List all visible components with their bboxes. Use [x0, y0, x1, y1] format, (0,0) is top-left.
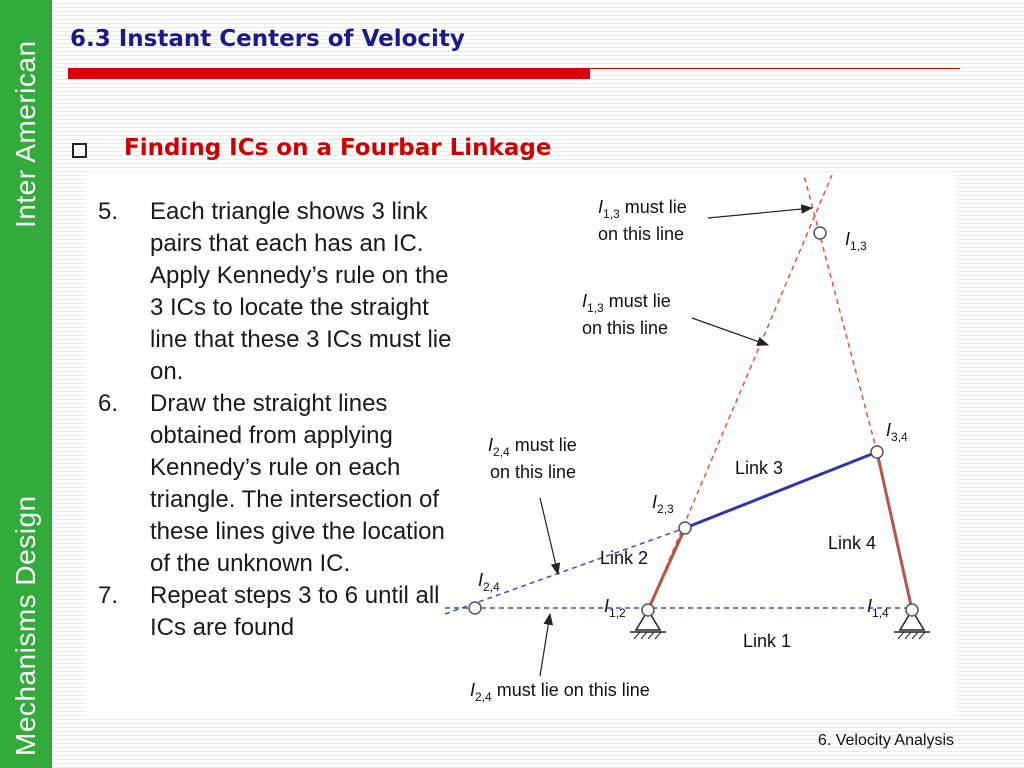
ic-label-23: $I_{2,3}$	[652, 492, 674, 516]
ic-label-13: $I_{1,3}$	[845, 229, 867, 253]
annotation-i24-left-line2: on this line	[490, 462, 577, 482]
link-2-bar	[648, 528, 685, 610]
step-text: Repeat steps 3 to 6 until all ICs are found	[150, 582, 440, 641]
section-subtitle: Finding ICs on a Fourbar Linkage	[124, 135, 552, 161]
step-number: 7.	[98, 582, 119, 609]
ic-label-12: $I_{1,2}$	[604, 596, 626, 620]
ic-circle-34	[871, 446, 883, 458]
footer-chapter: 6. Velocity Analysis	[817, 732, 954, 749]
step-text: Each triangle shows 3 link pairs that each has an IC. Apply Kennedy’s rule on the 3 ICs to locate the straight line that these 3 ICs must lie on.	[150, 198, 452, 385]
step-number: 6.	[98, 390, 119, 417]
step-item	[98, 388, 458, 580]
title-underline-bar	[68, 68, 590, 79]
ic-circle-14	[906, 604, 918, 616]
arrow-i13-mid	[692, 318, 768, 345]
ic-circle-13	[814, 227, 826, 239]
step-item	[98, 196, 458, 388]
ic-label-34: $I_{3,4}$	[886, 420, 908, 444]
annotation-i24-left: $I_{2,4}$ must lie	[488, 435, 577, 459]
ic-circle-12	[642, 604, 654, 616]
ic-label-24: $I_{2,4}$	[478, 570, 500, 594]
sidebar-bottom-text: Mechanisms Design	[10, 495, 41, 756]
i13-construction-line-right	[804, 175, 877, 452]
steps-list	[98, 196, 458, 644]
annotation-i13-top: $I_{1,3}$ must lie	[598, 197, 687, 221]
link-label-4: Link 4	[828, 533, 877, 553]
annotation-i13-mid: $I_{1,3}$ must lie	[582, 291, 671, 315]
step-number: 5.	[98, 198, 119, 225]
ic-circle-24	[469, 602, 481, 614]
link-label-3: Link 3	[735, 458, 784, 478]
link-4-bar	[877, 452, 912, 610]
annotation-i13-mid-line2: on this line	[582, 318, 669, 338]
annotation-i24-bottom: $I_{2,4}$ must lie on this line	[470, 680, 650, 704]
link-label-1: Link 1	[743, 631, 792, 651]
annotation-i13-top-line2: on this line	[598, 224, 685, 244]
sidebar-top-text: Inter American	[10, 40, 41, 228]
arrow-i24-bottom	[540, 614, 550, 676]
page-title: 6.3 Instant Centers of Velocity	[70, 26, 465, 52]
ic-label-14: $I_{1,4}$	[867, 596, 889, 620]
fourbar-diagram	[440, 172, 956, 718]
ic-circle-23	[679, 522, 691, 534]
arrow-i13-top	[708, 208, 812, 218]
bullet-square-icon	[72, 143, 87, 158]
arrow-i24-left	[540, 498, 558, 574]
step-text: Draw the straight lines obtained from applying Kennedy’s rule on each triangle. The intersection of these lines give the location of the unknown IC.	[150, 390, 445, 577]
step-item	[98, 580, 458, 644]
link-label-2: Link 2	[600, 548, 649, 568]
title-underline-line	[590, 68, 960, 69]
sidebar	[0, 0, 52, 768]
